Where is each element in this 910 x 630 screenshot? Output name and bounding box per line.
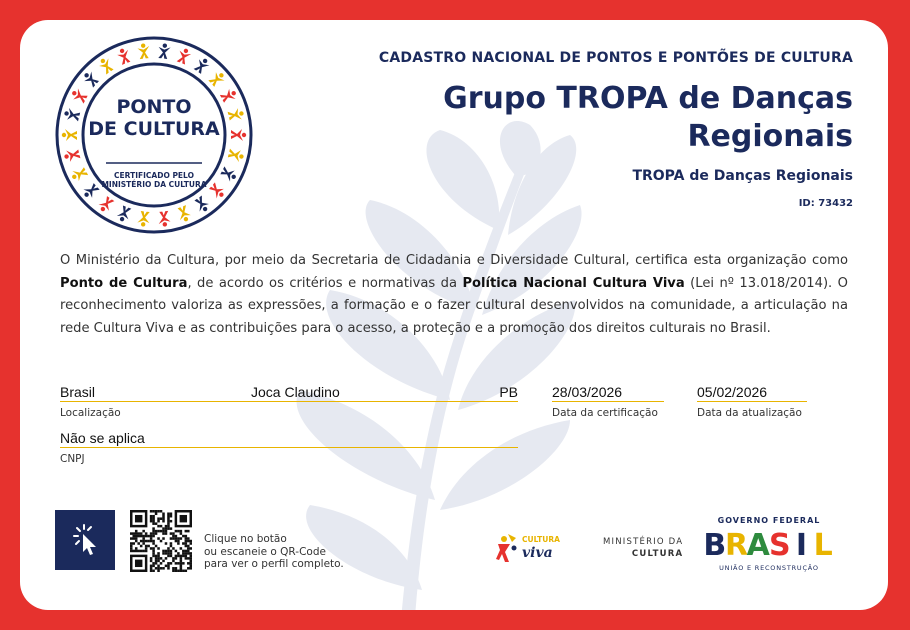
location-country: Brasil xyxy=(60,384,96,400)
gov-top-text: GOVERNO FEDERAL xyxy=(717,516,821,525)
cultura-viva-text-2: viva xyxy=(522,545,553,561)
qr-instructions xyxy=(204,533,344,571)
brasil-wordmark xyxy=(704,525,834,559)
organization-name-line-2: Regionais xyxy=(687,119,853,154)
open-profile-button[interactable] xyxy=(55,510,115,570)
ministerio-da-cultura-logo xyxy=(603,536,683,560)
governo-federal-logo xyxy=(704,516,834,578)
certification-text-part-2: , de acordo os critérios e normativas da xyxy=(187,275,463,291)
brasil-letter: S xyxy=(768,528,791,559)
certificate-header xyxy=(293,50,853,209)
certification-text xyxy=(60,250,848,340)
seal-text-1: PONTO xyxy=(116,96,192,118)
certification-text-part-3: (Lei nº 13.018/2014). O reconhecimento valoriza as expressões, a formação e o fazer cultural desenvolvidos na comunidade, a articulação na rede Cultura Viva e as contribuições para o acesso, a proteção e a promoção dos direitos culturais no Brasil. xyxy=(60,275,848,336)
profile-qr-code[interactable] xyxy=(130,510,192,572)
update-date-label: Data da atualização xyxy=(697,407,802,419)
cultura-viva-logo xyxy=(494,526,574,566)
certification-date-field xyxy=(552,382,664,419)
brasil-letter: B xyxy=(704,528,727,559)
organization-name-line-1: Grupo TROPA de Danças xyxy=(443,81,853,116)
gov-bottom-text: UNIÃO E RECONSTRUÇÃO xyxy=(719,564,819,572)
brasil-letter: A xyxy=(746,528,770,559)
certification-date: 28/03/2026 xyxy=(552,382,664,402)
update-date-field xyxy=(697,382,807,419)
location-city: Joca Claudino xyxy=(251,384,340,400)
ministerio-text-1: MINISTÉRIO DA xyxy=(603,537,684,547)
certification-text-part-1: O Ministério da Cultura, por meio da Secretaria de Cidadania e Diversidade Cultural, certifica esta organização como xyxy=(60,253,848,268)
seal-text-3: CERTIFICADO PELO xyxy=(114,171,194,180)
seal-text-4: MINISTÉRIO DA CULTURA xyxy=(101,180,207,189)
organization-id: ID: 73432 xyxy=(798,198,853,209)
cnpj-value: Não se aplica xyxy=(60,428,518,448)
cnpj-field xyxy=(60,428,518,465)
qr-instructions-line-1: Clique no botão xyxy=(204,533,287,545)
brasil-letter: I xyxy=(795,528,808,559)
location-field xyxy=(60,382,518,419)
organization-short-name: TROPA de Danças Regionais xyxy=(632,168,853,184)
cultura-viva-text-1: CULTURA xyxy=(522,535,560,544)
qr-instructions-line-2: ou escaneie o QR-Code xyxy=(204,545,326,558)
click-cursor-icon xyxy=(55,510,115,570)
seal-ring-icon xyxy=(54,35,254,235)
certification-date-label: Data da certificação xyxy=(552,407,658,419)
organization-name xyxy=(293,80,853,156)
location-label: Localização xyxy=(60,407,121,419)
registry-title: CADASTRO NACIONAL DE PONTOS E PONTÕES DE CULTURA xyxy=(378,50,853,66)
certificate-card xyxy=(20,20,888,610)
location-state: PB xyxy=(499,384,518,400)
ministerio-text-2: CULTURA xyxy=(631,549,684,559)
brasil-letter: L xyxy=(813,528,833,559)
ponto-de-cultura-seal xyxy=(54,35,254,235)
politica-nacional-term: Política Nacional Cultura Viva xyxy=(462,275,685,291)
qr-instructions-line-3: para ver o perfil completo. xyxy=(204,558,344,570)
ponto-de-cultura-term: Ponto de Cultura xyxy=(60,275,188,291)
cnpj-label: CNPJ xyxy=(60,453,85,465)
update-date: 05/02/2026 xyxy=(697,382,807,402)
seal-text-2: DE CULTURA xyxy=(88,118,220,140)
brasil-letter: R xyxy=(724,528,749,559)
